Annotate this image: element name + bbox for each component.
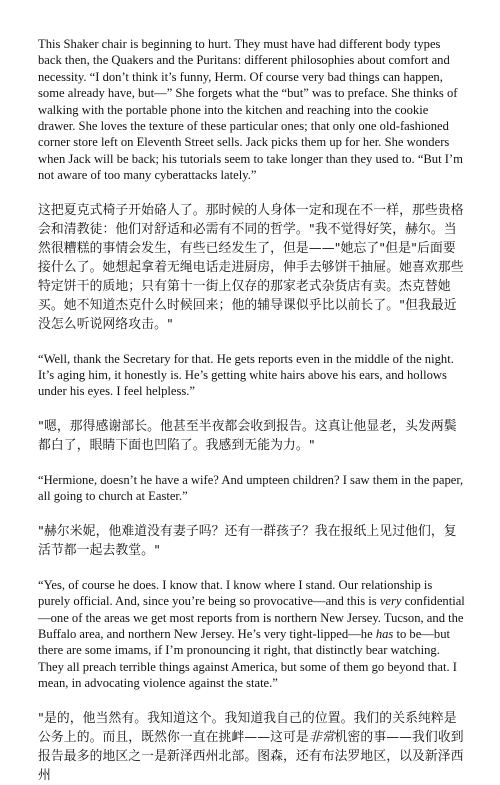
english-paragraph-4: [38, 577, 466, 692]
english-paragraph-3: “Hermione, doesn’t he have a wife? And umpteen children? I saw them in the paper, all going to church at Easter.”: [38, 472, 464, 504]
english-paragraph-1: This Shaker chair is beginning to hurt. They must have had different body types back then, the Quakers and the Puritans: different philosophies about comfort and necessity. “I don’t think it’s funny, Herm. Of course very bad things can happen, some already have, but—” She forgets what the “but” was to preface. She thinks of walking with the portable phone into the kitchen and reaching into the cookie drawer. She loves the texture of these particular ones; that only one old-fashioned corner store left on Eleventh Street sells. Jack picks them up for her. She wonders when Jack will be back; his tutorials seem to take longer than they used to. “But I’m not aware of too many cyberattacks lately.”: [38, 37, 463, 183]
document-page: [38, 36, 466, 785]
text-run: to be—but there are some imams, if I’m pronouncing it right, that distinctly bear watching. They all preach terrible things against America, but some of them go beyond that. I mean, in advocating violence against the state.”: [38, 626, 457, 691]
emphasis-very: very: [379, 594, 402, 609]
emphasis-has: has: [375, 626, 394, 641]
chinese-paragraph-2: "嗯，那得感谢部长。他甚至半夜都会收到报告。这真让他显老，头发两鬓都白了，眼睛下面也凹陷了。我感到无能为力。": [38, 418, 457, 453]
english-paragraph-2: “Well, thank the Secretary for that. He gets reports even in the middle of the night. It’s aging him, it honestly is. He’s getting white hairs above his ears, and hollows under his eyes. I feel helpless.”: [38, 351, 454, 399]
text-run: "是的，他当然有。我知道这个。我知道我自己的位置。我们的关系纯粹是公务上的。而且，既然你一直在挑衅——这可是: [38, 710, 457, 745]
chinese-paragraph-1: 这把夏克式椅子开始硌人了。那时候的人身体一定和现在不一样，那些贵格会和清教徒：他们对舒适和必需有不同的哲学。"我不觉得好笑，赫尔。当然很糟糕的事情会发生，有些已经发生了，但是——"她忘了"但是"后面要接什么了。她想起拿着无绳电话走进厨房，伸手去够饼干抽屉。她喜欢那些特定饼干的质地；只有第十一街上仅存的那家老式杂货店有卖。杰克替她买。她不知道杰克什么时候回来；他的辅导课似乎比以前长了。"但我最近没怎么听说网络攻击。": [38, 202, 464, 332]
chinese-paragraph-4: [38, 709, 466, 785]
text-run: “Yes, of course he does. I know that. I know where I stand. Our relationship is purely official. And, since you’re being so provocative—and this is: [38, 577, 433, 609]
text-run: 机密的事——我们收到报告最多的地区之一是新泽西州北部。图森，还有布法罗地区，以及新泽西州: [38, 729, 464, 783]
chinese-paragraph-3: "赫尔米妮，他难道没有妻子吗？还有一群孩子？我在报纸上见过他们，复活节都一起去教堂。": [38, 523, 457, 558]
text-run: confidential—one of the areas we get most reports from is northern New Jersey. Tucson, and the Buffalo area, and northern New Jersey. He’s very tight-lipped—he: [38, 594, 465, 641]
emphasis-feichang: 非常: [308, 729, 335, 745]
